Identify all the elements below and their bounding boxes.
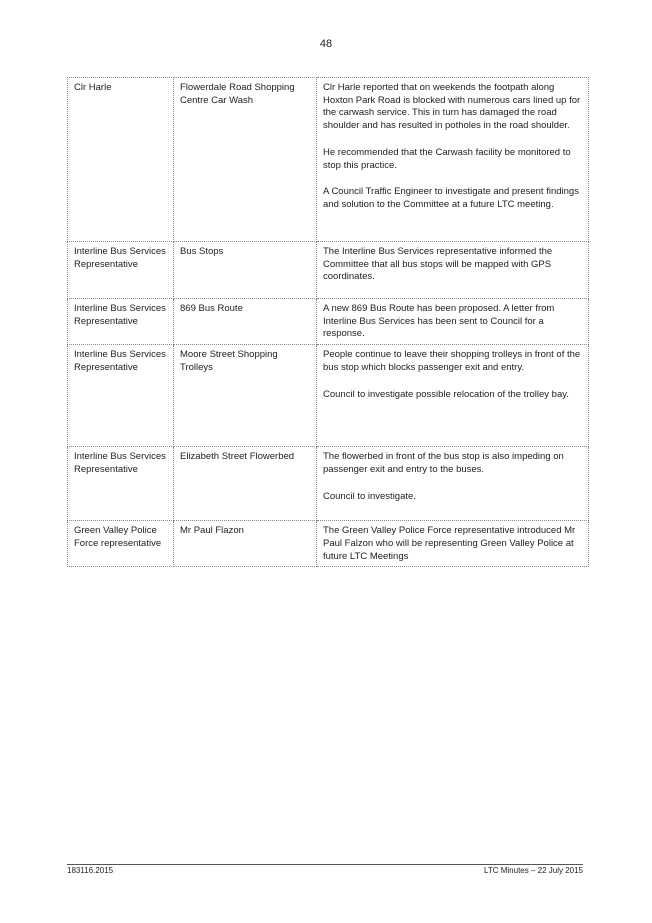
discussion-cell — [317, 78, 589, 242]
discussion-cell — [317, 345, 589, 447]
discussion-paragraph: Council to investigate possible relocation of the trolley bay. — [323, 388, 569, 400]
table-row — [68, 299, 589, 345]
member-cell: Green Valley Police Force representative — [68, 521, 174, 567]
discussion-paragraph: People continue to leave their shopping trolleys in front of the bus stop which blocks passenger exit and entry. — [323, 349, 581, 373]
topic-cell: Flowerdale Road Shopping Centre Car Wash — [174, 78, 317, 242]
footer-divider — [67, 864, 583, 865]
discussion-paragraph: A Council Traffic Engineer to investigate and present findings and solution to the Committee at a future LTC meeting. — [323, 186, 579, 210]
table-row — [68, 242, 589, 299]
topic-cell: Mr Paul Flazon — [174, 521, 317, 567]
member-cell: Interline Bus Services Representative — [68, 242, 174, 299]
member-cell: Clr Harle — [68, 78, 174, 242]
discussion-paragraph: Council to investigate. — [323, 490, 416, 502]
footer-document-title: LTC Minutes – 22 July 2015 — [483, 866, 583, 875]
discussion-paragraph: The Green Valley Police Force representative introduced Mr Paul Falzon who will be representing Green Valley Police at future LTC Meetings — [323, 525, 576, 562]
footer-reference: 183116.2015 — [67, 866, 114, 875]
topic-cell: Bus Stops — [174, 242, 317, 299]
page-number: 48 — [319, 38, 333, 50]
discussion-cell — [317, 521, 589, 567]
discussion-paragraph: He recommended that the Carwash facility be monitored to stop this practice. — [323, 146, 571, 171]
member-cell: Interline Bus Services Representative — [68, 299, 174, 345]
topic-cell: Moore Street Shopping Trolleys — [174, 345, 317, 447]
discussion-paragraph: The flowerbed in front of the bus stop is also impeding on passenger exit and entry to the buses. — [323, 451, 564, 475]
member-cell: Interline Bus Services Representative — [68, 345, 174, 447]
discussion-cell — [317, 299, 589, 345]
minutes-table — [67, 77, 589, 567]
table-row — [68, 78, 589, 242]
discussion-cell — [317, 447, 589, 521]
table-row — [68, 345, 589, 447]
table-row — [68, 521, 589, 567]
discussion-paragraph: A new 869 Bus Route has been proposed. A letter from Interline Bus Services has been sent to Council for a response. — [323, 303, 555, 340]
member-cell: Interline Bus Services Representative — [68, 447, 174, 521]
discussion-paragraph: The Interline Bus Services representative informed the Committee that all bus stops will be mapped with GPS coordinates. — [323, 246, 553, 283]
topic-cell: 869 Bus Route — [174, 299, 317, 345]
discussion-paragraph: Clr Harle reported that on weekends the footpath along Hoxton Park Road is blocked with numerous cars lined up for the carwash service. This in turn has damaged the road shoulder and has resulted in potholes in the road shoulder. — [323, 82, 581, 132]
topic-cell: Elizabeth Street Flowerbed — [174, 447, 317, 521]
table-row — [68, 447, 589, 521]
discussion-cell — [317, 242, 589, 299]
